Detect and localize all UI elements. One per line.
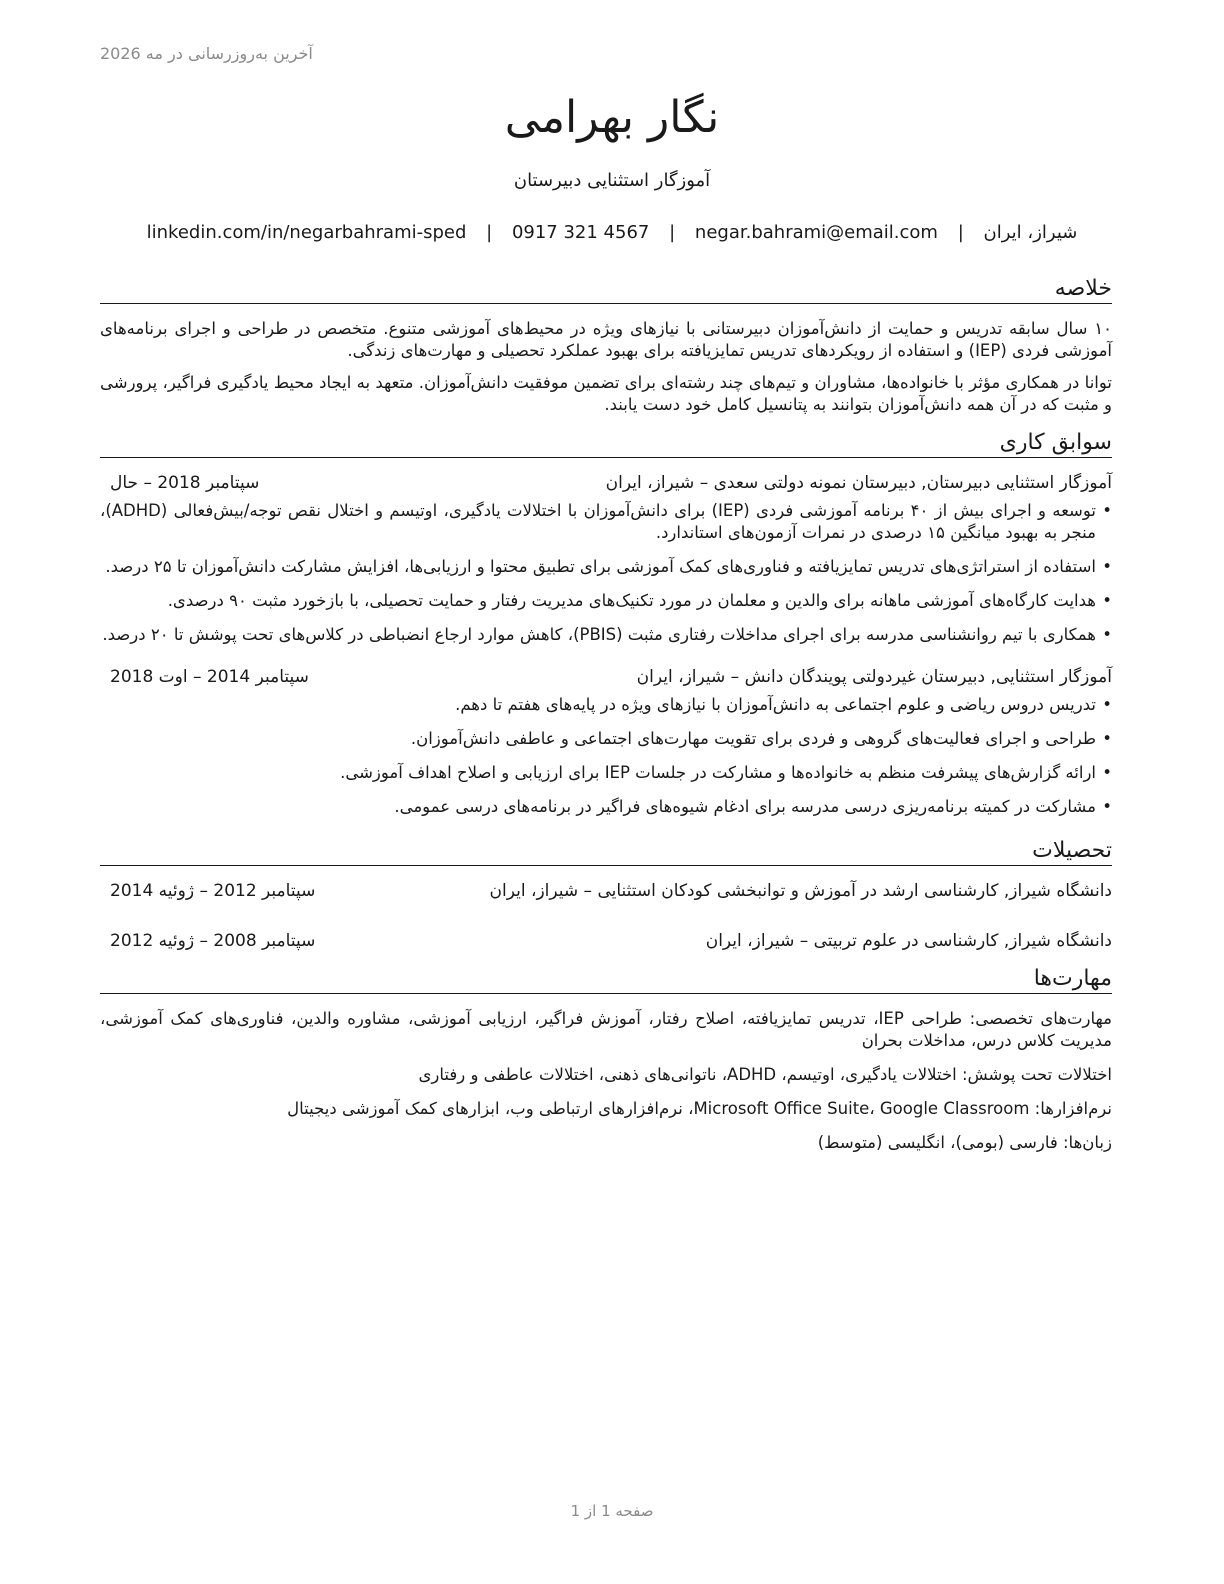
job-dates: سپتامبر 2018 – حال	[110, 473, 260, 493]
job-bullet: • ارائه گزارش‌های پیشرفت منظم به خانواده‌ها و مشارکت در جلسات IEP برای ارزیابی و اصلاح اهداف آموزشی.	[100, 762, 1112, 784]
job-header	[100, 472, 1112, 494]
contact-line	[100, 222, 1124, 243]
summary-paragraph: توانا در همکاری مؤثر با خانواده‌ها، مشاوران و تیم‌های چند رشته‌ای برای تضمین موفقیت دانش‌آموزان. متعهد به ایجاد محیط یادگیری فراگیر، پرورشی و مثبت که در آن همه دانش‌آموزان بتوانند به پتانسیل کامل خود دست یابند.	[100, 373, 1112, 414]
education-dates: سپتامبر 2008 – ژوئیه 2012	[110, 931, 316, 951]
candidate-title: آموزگار استثنایی دبیرستان	[513, 170, 711, 191]
experience-heading: سوابق کاری	[100, 430, 1112, 458]
contact-phone[interactable]: 0917 321 4567	[511, 222, 650, 243]
job-bullets	[100, 694, 1112, 818]
job-role: آموزگار استثنایی, دبیرستان غیردولتی پویندگان دانش – شیراز، ایران	[636, 667, 1112, 687]
job-bullet: • هدایت کارگاه‌های آموزشی ماهانه برای والدین و معلمان در مورد تکنیک‌های مدیریت رفتار و حمایت تحصیلی، با بازخورد مثبت ۹۰ درصدی.	[100, 590, 1112, 612]
job-bullet: • استفاده از استراتژی‌های تدریس تمایزیافته و فناوری‌های کمک آموزشی برای تطبیق محتوا و ارزیابی‌ها، افزایش مشارکت دانش‌آموزان تا ۲۵ درصد.	[100, 556, 1112, 578]
job-entry	[100, 666, 1112, 818]
resume-content	[100, 276, 1112, 1168]
contact-separator: |	[669, 222, 676, 243]
skill-line: مهارت‌های تخصصی: طراحی IEP، تدریس تمایزیافته، اصلاح رفتار، آموزش فراگیر، ارزیابی آموزشی، مشاوره والدین، فناوری‌های کمک آموزشی، مدیریت کلاس درس، مداخلات بحران	[100, 1009, 1112, 1050]
summary-heading: خلاصه	[100, 276, 1112, 304]
skills-section	[100, 966, 1112, 1154]
job-role: آموزگار استثنایی دبیرستان, دبیرستان نمونه دولتی سعدی – شیراز، ایران	[605, 473, 1112, 493]
education-heading: تحصیلات	[100, 838, 1112, 866]
page-number: صفحه 1 از 1	[570, 1502, 654, 1520]
contact-linkedin[interactable]: linkedin.com/in/negarbahrami-sped	[146, 222, 467, 243]
education-entry	[100, 930, 1112, 952]
last-updated-note: آخرین به‌روزرسانی در مه 2026	[100, 44, 313, 63]
contact-email[interactable]: negar.bahrami@email.com	[694, 222, 938, 243]
job-bullet: • همکاری با تیم روانشناسی مدرسه برای اجرای مداخلات رفتاری مثبت (PBIS)، کاهش موارد ارجاع انضباطی در کلاس‌های تحت پوشش تا ۲۰ درصد.	[100, 624, 1112, 646]
job-header	[100, 666, 1112, 688]
skill-line: اختلالات تحت پوشش: اختلالات یادگیری، اوتیسم، ADHD، ناتوانی‌های ذهنی، اختلالات عاطفی و رفتاری	[418, 1065, 1112, 1084]
education-degree: دانشگاه شیراز, کارشناسی در علوم تربیتی – شیراز، ایران	[705, 931, 1112, 951]
education-degree: دانشگاه شیراز, کارشناسی ارشد در آموزش و توانبخشی کودکان استثنایی – شیراز، ایران	[489, 881, 1112, 901]
job-bullet: • مشارکت در کمیته برنامه‌ریزی درسی مدرسه برای ادغام شیوه‌های فراگیر در برنامه‌های درسی عمومی.	[100, 796, 1112, 818]
summary-paragraph: ۱۰ سال سابقه تدریس و حمایت از دانش‌آموزان دبیرستانی با نیازهای ویژه در محیط‌های آموزشی متنوع. متخصص در طراحی و اجرای برنامه‌های آموزشی فردی (IEP) و استفاده از رویکردهای تدریس تمایزیافته برای بهبود عملکرد تحصیلی و مهارت‌های زندگی.	[100, 319, 1112, 360]
job-bullet: • تدریس دروس ریاضی و علوم اجتماعی به دانش‌آموزان با نیازهای ویژه در پایه‌های هفتم تا دهم.	[100, 694, 1112, 716]
contact-location: شیراز، ایران	[983, 222, 1078, 243]
skill-line: زبان‌ها: فارسی (بومی)، انگلیسی (متوسط)	[817, 1133, 1112, 1152]
contact-separator: |	[957, 222, 964, 243]
job-bullet: • توسعه و اجرای بیش از ۴۰ برنامه آموزشی فردی (IEP) برای دانش‌آموزان با اختلالات یادگیری، اوتیسم و اختلال نقص توجه/بیش‌فعالی (ADHD)، منجر به بهبود میانگین ۱۵ درصدی در نمرات آزمون‌های استاندارد.	[100, 500, 1112, 544]
contact-separator: |	[486, 222, 493, 243]
education-dates: سپتامبر 2012 – ژوئیه 2014	[110, 881, 316, 901]
skill-line: نرم‌افزارها: Microsoft Office Suite، Google Classroom، نرم‌افزارهای ارتباطی وب، ابزارهای کمک آموزشی دیجیتال	[287, 1099, 1112, 1118]
education-section	[100, 838, 1112, 952]
experience-section	[100, 430, 1112, 818]
education-entry	[100, 880, 1112, 902]
job-bullet: • طراحی و اجرای فعالیت‌های گروهی و فردی برای تقویت مهارت‌های اجتماعی و عاطفی دانش‌آموزان.	[100, 728, 1112, 750]
job-entry	[100, 472, 1112, 646]
skills-heading: مهارت‌ها	[100, 966, 1112, 994]
summary-section	[100, 276, 1112, 416]
job-dates: سپتامبر 2014 – اوت 2018	[110, 667, 309, 687]
job-bullets	[100, 500, 1112, 646]
candidate-name: نگار بهرامی	[504, 92, 720, 143]
